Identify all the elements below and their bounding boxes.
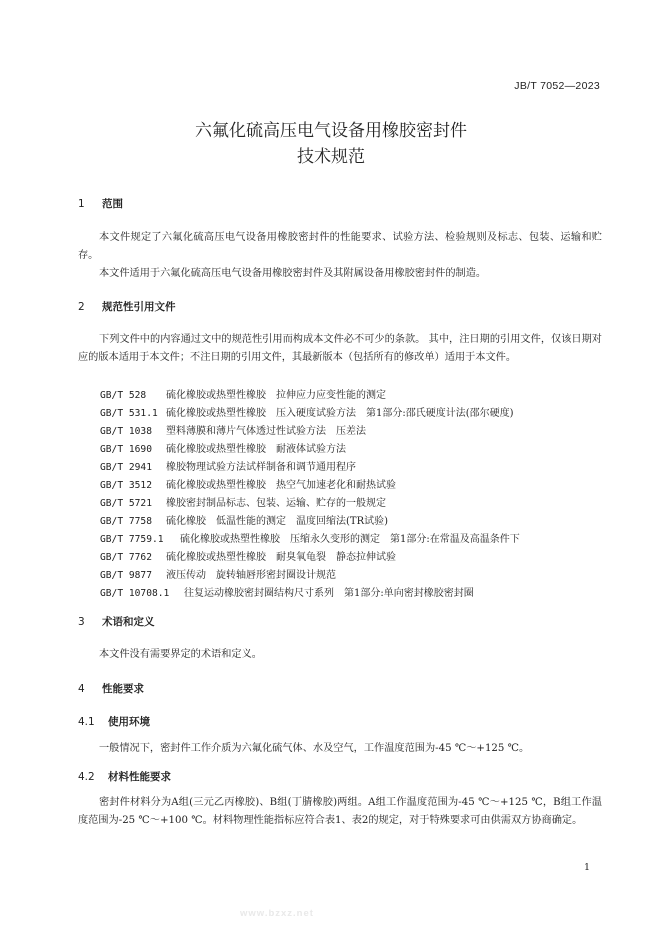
reference-item — [100, 422, 366, 437]
reference-title: 液压传动 旋转轴唇形密封圈设计规范 — [166, 570, 336, 581]
reference-code: GB/T 1690 — [100, 444, 152, 455]
section-title: 规范性引用文件 — [102, 301, 176, 313]
section-title: 范围 — [102, 198, 123, 210]
reference-code: GB/T 9877 — [100, 570, 152, 581]
reference-title: 硫化橡胶或热塑性橡胶 热空气加速老化和耐热试验 — [166, 480, 396, 491]
reference-code: GB/T 3512 — [100, 480, 152, 491]
subsection-title: 材料性能要求 — [108, 771, 171, 783]
reference-title: 往复运动橡胶密封圈结构尺寸系列 第1部分:单向密封橡胶密封圈 — [184, 588, 474, 599]
reference-code: GB/T 7758 — [100, 516, 152, 527]
reference-title: 硫化橡胶或热塑性橡胶 耐臭氧龟裂 静态拉伸试验 — [166, 552, 396, 563]
section-1-heading — [78, 196, 123, 211]
reference-title: 橡胶密封制品标志、包装、运输、贮存的一般规定 — [166, 498, 386, 509]
reference-code: GB/T 531.1 — [100, 408, 158, 419]
scope-paragraph-1: 本文件规定了六氟化硫高压电气设备用橡胶密封件的性能要求、试验方法、检验规则及标志、包装、运输和贮存。 — [78, 232, 602, 261]
reference-code: GB/T 2941 — [100, 462, 152, 473]
reference-code: GB/T 528 — [100, 390, 147, 401]
section-title: 性能要求 — [102, 683, 144, 695]
reference-code: GB/T 7762 — [100, 552, 152, 563]
subsection-number: 4.1 — [78, 716, 95, 728]
reference-item — [100, 512, 388, 527]
standard-number: JB/T 7052—2023 — [514, 80, 600, 92]
reference-code: GB/T 10708.1 — [100, 588, 170, 599]
section-number: 4 — [78, 683, 85, 695]
reference-item — [100, 440, 346, 455]
section-3-heading — [78, 614, 155, 629]
reference-item — [100, 476, 396, 491]
reference-title: 硫化橡胶或热塑性橡胶 压入硬度试验方法 第1部分:邵氏硬度计法(邵尔硬度) — [166, 408, 514, 419]
reference-item — [100, 494, 386, 509]
watermark-text: www.bzxz.net — [240, 908, 314, 919]
reference-title: 橡胶物理试验方法试样制备和调节通用程序 — [166, 462, 356, 473]
section-4-heading — [78, 681, 144, 696]
reference-title: 塑料薄膜和薄片气体透过性试验方法 压差法 — [166, 426, 366, 437]
reference-title: 硫化橡胶或热塑性橡胶 耐液体试验方法 — [166, 444, 346, 455]
terms-paragraph: 本文件没有需要界定的术语和定义。 — [99, 649, 262, 660]
subsection-4-2-heading — [78, 769, 171, 784]
subsection-title: 使用环境 — [108, 716, 150, 728]
reference-item — [100, 386, 386, 401]
references-intro: 下列文件中的内容通过文中的规范性引用而构成本文件必不可少的条款。 其中，注日期的引用文件，仅该日期对应的版本适用于本文件；不注日期的引用文件，其最新版本（包括所有的修改单）适用于本文件。 — [78, 334, 602, 363]
section-number: 3 — [78, 616, 85, 628]
section-title: 术语和定义 — [102, 616, 155, 628]
material-paragraph: 密封件材料分为A组(三元乙丙橡胶)、B组(丁腈橡胶)两组。A组工作温度范围为-45 ℃～+125 ℃，B组工作温度范围为-25 ℃～+100 ℃。材料物理性能指标应符合表1、表2的规定，对于特殊要求可由供需双方协商确定。 — [78, 797, 602, 826]
reference-item — [100, 584, 474, 599]
document-subtitle: 技术规范 — [297, 147, 365, 167]
reference-code: GB/T 7759.1 — [100, 534, 164, 545]
section-number: 2 — [78, 301, 85, 313]
environment-paragraph: 一般情况下，密封件工作介质为六氟化硫气体、水及空气，工作温度范围为-45 ℃～+125 ℃。 — [99, 743, 530, 754]
reference-item — [100, 566, 336, 581]
subsection-number: 4.2 — [78, 771, 95, 783]
section-number: 1 — [78, 198, 85, 210]
section-2-heading — [78, 299, 176, 314]
reference-item — [100, 548, 396, 563]
reference-title: 硫化橡胶或热塑性橡胶 拉伸应力应变性能的测定 — [166, 390, 386, 401]
subsection-4-1-heading — [78, 714, 150, 729]
reference-title: 硫化橡胶或热塑性橡胶 压缩永久变形的测定 第1部分:在常温及高温条件下 — [180, 534, 520, 545]
reference-code: GB/T 1038 — [100, 426, 152, 437]
reference-item — [100, 530, 520, 545]
page-number: 1 — [584, 862, 591, 873]
reference-title: 硫化橡胶 低温性能的测定 温度回缩法(TR试验) — [166, 516, 389, 527]
scope-paragraph-2: 本文件适用于六氟化硫高压电气设备用橡胶密封件及其附属设备用橡胶密封件的制造。 — [99, 268, 487, 279]
document-title: 六氟化硫高压电气设备用橡胶密封件 — [195, 121, 467, 141]
reference-code: GB/T 5721 — [100, 498, 152, 509]
reference-item — [100, 458, 356, 473]
reference-item — [100, 404, 514, 419]
